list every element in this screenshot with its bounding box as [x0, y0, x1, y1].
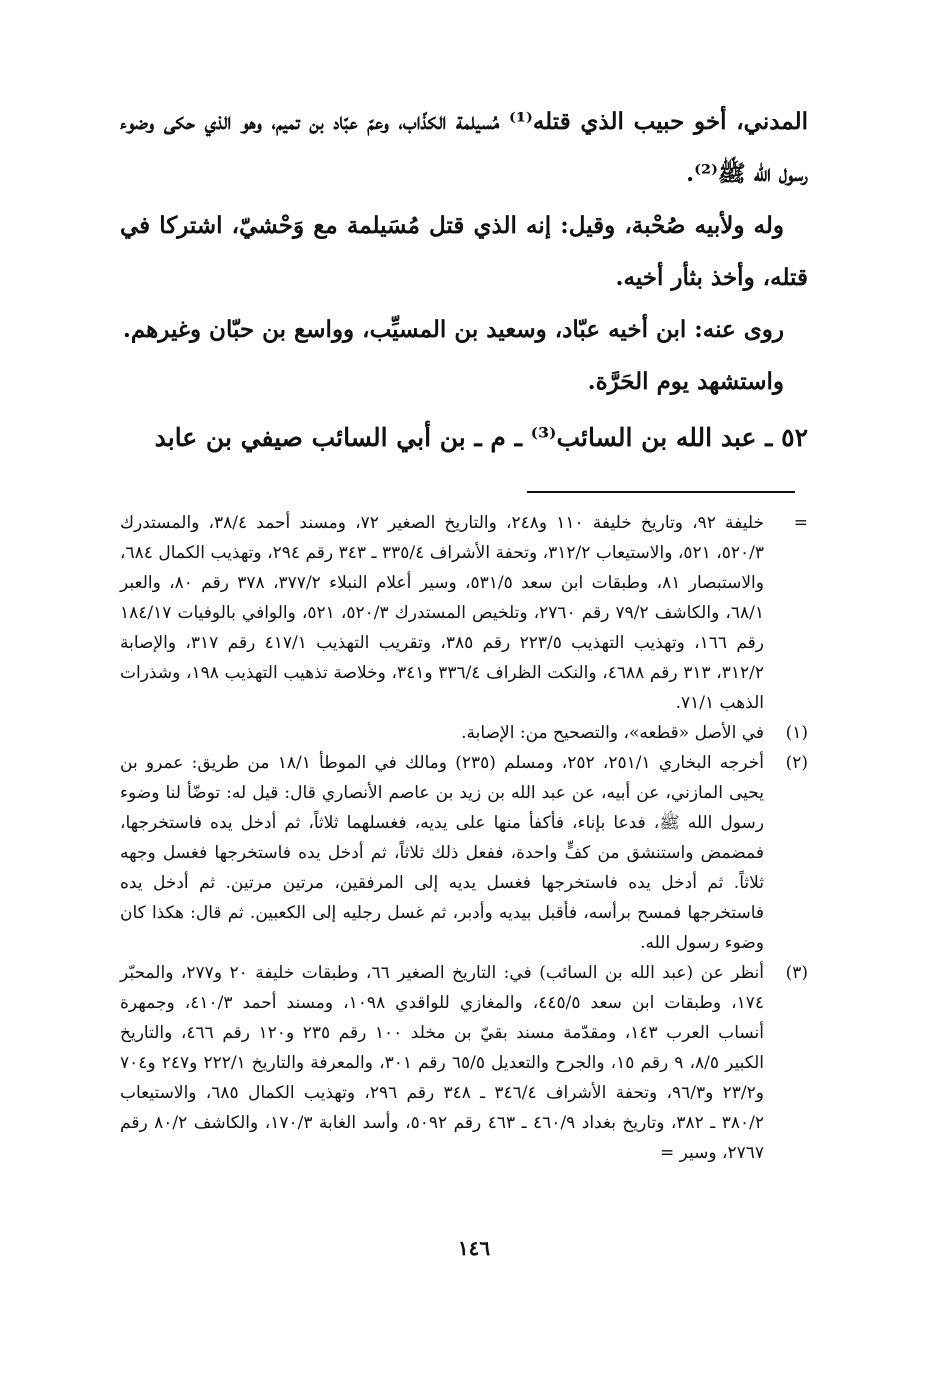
paragraph-narrators: روى عنه: ابن أخيه عبّاد، وسعيد بن المسيِّب، وواسع بن حبّان وغيرهم. — [122, 316, 784, 343]
paragraph-martyrdom: واستشهد يوم الحَرَّة. — [587, 368, 784, 395]
footnote-1 — [120, 718, 808, 748]
footnotes — [120, 508, 808, 1168]
footnote-text: خليفة ٩٢، وتاريخ خليفة ١١٠ و٢٤٨، والتاريخ الصغير ٧٢، ومسند أحمد ٣٨/٤، والمستدرك ٥٢٠/٣، ٥٢١، والاستيعاب ٣١٢/٢، وتحفة الأشراف ٣٣٥/٤ ـ ٣٤٣ رقم ٢٩٤، وتهذيب الكمال ٦٨٤، والاستبصار ٨١، وطبقات ابن سعد ٥٣١/٥، وسير أعلام النبلاء ٣٧٧/٢، ٣٧٨ رقم ٨٠، والعبر ٦٨/١، والكاشف ٧٩/٢ رقم ٢٧٦٠، وتلخيص المستدرك ٥٢٠/٣، ٥٢١، والوافي بالوفيات ١٨٤/١٧ رقم ١٦٦، وتهذيب التهذيب ٢٢٣/٥ رقم ٣٨٥، وتقريب التهذيب ٤١٧/١ رقم ٣١٧، والإصابة ٣١٢/٢، ٣١٣ رقم ٤٦٨٨، والنكت الظراف ٣٣٦/٤ و٣٤١، وخلاصة تذهيب التهذيب ١٩٨، وشذرات الذهب ٧١/١. — [120, 513, 765, 713]
footnote-separator — [527, 491, 795, 493]
footnote-text: أخرجه البخاري ٢٥١/١، ٢٥٢، ومسلم (٢٣٥) ومالك في الموطأ ١٨/١ من طريق: عمرو بن يحيى المازني، عن أبيه، عن عبد الله بن زيد بن عاصم الأنصاري قال: قيل له: توضّأ لنا وضوء رسول الله ﷺ، فدعا بإناء، فأكفأ منها على يديه، فغسلهما ثلاثاً، ثم أدخل يده فاستخرجها، فمضمض واستنشق من كفٍّ واحدة، ففعل ذلك ثلاثاً، ثم أدخل يده فاستخرجها فغسل وجهه ثلاثاً. ثم أدخل يده فاستخرجها فغسل يديه إلى المرفقين، مرتين مرتين. ثم أدخل يده فاستخرجها فمسح برأسه، فأقبل بيديه وأدبر، ثم غسل رجليه إلى الكعبين. ثم قال: هكذا كان وضوء رسول الله. — [120, 753, 764, 953]
paragraph-biography-intro: المدني، أخو حبيب الذي قتله⁽¹⁾ مُسيلمة الكذّاب، وعمّ عبّاد بن تميم، وهو الذي حكى وضوء رسول الله ﷺ⁽²⁾. — [120, 108, 808, 187]
page-number: ١٤٦ — [457, 1236, 491, 1260]
footnote-3 — [120, 958, 808, 1168]
footnote-text: في الأصل «قطعه»، والتصحيح من: الإصابة. — [461, 723, 764, 743]
entry-heading: ٥٢ ـ عبد الله بن السائب⁽³⁾ ـ م ـ بن أبي السائب صيفي بن عابد — [154, 423, 808, 452]
main-text — [120, 96, 808, 464]
footnote-marker: = — [793, 513, 808, 533]
footnote-2 — [120, 748, 808, 958]
footnote-marker: (٣) — [785, 963, 808, 983]
footnote-continuation — [120, 508, 808, 718]
footnote-marker: (٢) — [785, 753, 808, 773]
footnote-text: أنظر عن (عبد الله بن السائب) في: التاريخ الصغير ٦٦، وطبقات خليفة ٢٠ و٢٧٧، والمحبّر ١٧٤، وطبقات ابن سعد ٤٤٥/٥، والمغازي للواقدي ١٠٩٨، ومسند أحمد ٤١٠/٣، وجمهرة أنساب العرب ١٤٣، ومقدّمة مسند بقيّ بن مخلد ١٠٠ رقم ٢٣٥ و١٢٠ رقم ٤٦٦، والتاريخ الكبير ٨/٥، ٩ رقم ١٥، والجرح والتعديل ٦٥/٥ رقم ٣٠١، والمعرفة والتاريخ ٢٢٢/١ و٢٤٧ و٧٠٤ و٢٣/٢ و٩٦/٣، وتحفة الأشراف ٣٤٦/٤ ـ ٣٤٨ رقم ٢٩٦، وتهذيب الكمال ٦٨٥، والاستيعاب ٣٨٠/٢ ـ ٣٨٢، وتاريخ بغداد ٤٦٠/٩ ـ ٤٦٣ رقم ٥٠٩٢، وأسد الغابة ١٧٠/٣، والكاشف ٨٠/٢ رقم ٢٧٦٧، وسير = — [120, 963, 765, 1163]
footnote-marker: (١) — [785, 723, 808, 743]
paragraph-companionship: وله ولأبيه صُحْبة، وقيل: إنه الذي قتل مُسَيلمة مع وَحْشيّ، اشتركا في قتله، وأخذ بثأر أخيه. — [120, 212, 808, 291]
